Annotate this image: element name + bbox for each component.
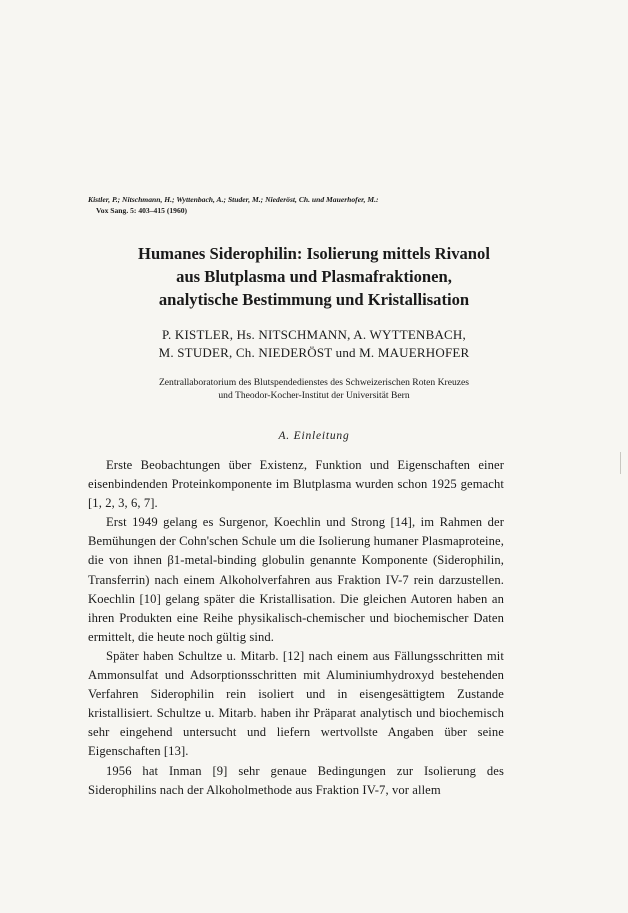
paragraph: 1956 hat Inman [9] sehr genaue Bedingungen zur Isolierung des Siderophilins nach der Alkoholmethode aus Fraktion IV-7, vor allem	[88, 763, 504, 797]
institution-line-2: und Theodor-Kocher-Institut der Universität Bern	[218, 390, 410, 401]
author-list	[80, 326, 548, 362]
body-text	[88, 456, 504, 800]
title-line-3: analytische Bestimmung und Kristallisation	[158, 290, 470, 309]
paper-title	[80, 242, 548, 311]
authors-line-2: M. STUDER, Ch. NIEDERÖST und M. MAUERHOFER	[158, 345, 470, 360]
citation-reference: Vox Sang. 5: 403–415 (1960)	[96, 206, 188, 215]
paragraph: Erst 1949 gelang es Surgenor, Koechlin und Strong [14], im Rahmen der Bemühungen der Cohn'schen Schule um die Isolierung humaner Plasmaproteine, die von ihnen β1-metal-binding globulin genannte Komponente (Siderophilin, Transferrin) nach einem Alkoholverfahren aus Fraktion IV-7 rein darzustellen. Koechlin [10] gelang später die Kristallisation. Die gleichen Autoren haben an ihren Produkten eine Reihe physikalisch-chemischer und biochemischer Daten ermittelt, die heute noch gültig sind.	[88, 515, 504, 644]
title-line-2: aus Blutplasma und Plasmafraktionen,	[176, 267, 452, 286]
paragraph: Später haben Schultze u. Mitarb. [12] nach einem aus Fällungsschritten mit Ammonsulfat und Adsorptionsschritten mit Aluminiumhydroxyd bestehenden Verfahren Siderophilin rein isoliert und in eisengesättigtem Zustande kristallisiert. Schultze u. Mitarb. haben ihr Präparat analytisch und biochemisch sehr eingehend untersucht und liefern wertvollste Angaben über seine Eigenschaften [13].	[88, 648, 504, 759]
section-heading: A. Einleitung	[278, 430, 350, 442]
citation-block	[88, 194, 548, 216]
title-line-1: Humanes Siderophilin: Isolierung mittels Rivanol	[138, 244, 490, 263]
institution-line-1: Zentrallaboratorium des Blutspendedienstes des Schweizerischen Roten Kreuzes	[158, 377, 470, 388]
citation-authors: Kistler, P.; Nitschmann, H.; Wyttenbach, A.; Studer, M.; Niederöst, Ch. und Mauerhofer, M.:	[88, 195, 379, 204]
authors-line-1: P. KISTLER, Hs. NITSCHMANN, A. WYTTENBACH,	[162, 327, 466, 342]
paragraph: Erste Beobachtungen über Existenz, Funktion und Eigenschaften einer eisenbindenden Proteinkomponente im Blutplasma wurden schon 1925 gemacht [1, 2, 3, 6, 7].	[88, 458, 504, 511]
margin-mark	[620, 452, 621, 474]
institution-affiliation	[80, 376, 548, 402]
